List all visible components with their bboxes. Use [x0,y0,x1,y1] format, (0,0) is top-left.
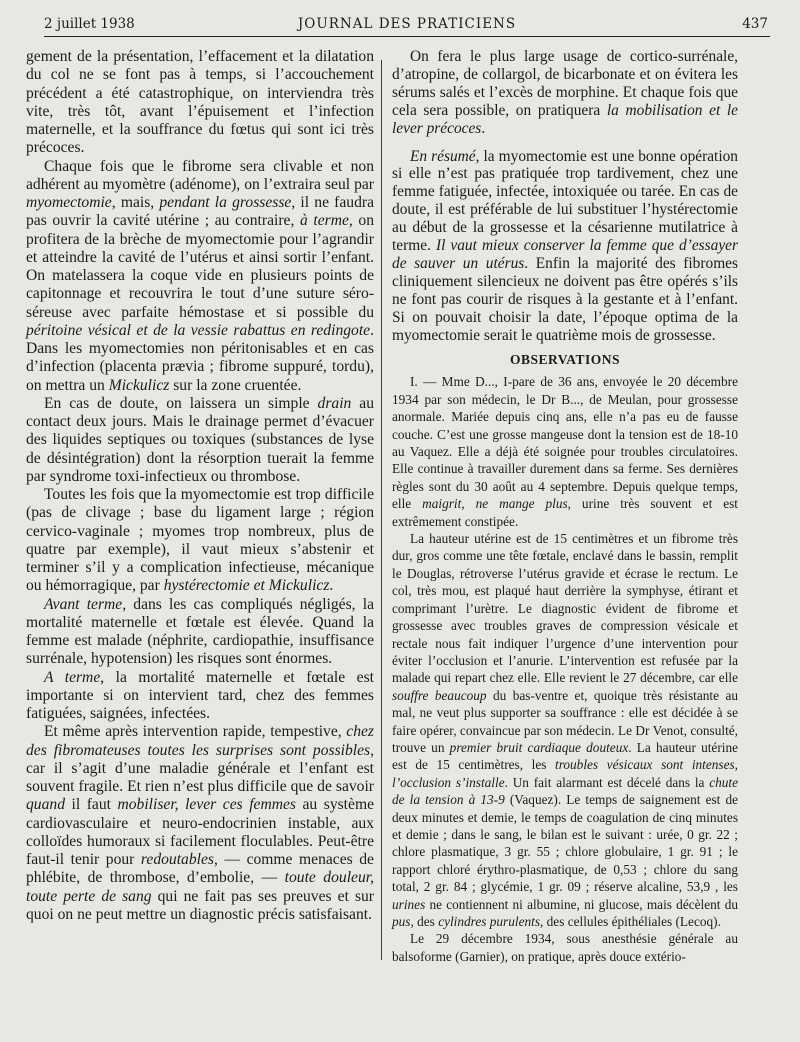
left-column [26,48,374,924]
section-heading: OBSERVATIONS [509,351,621,367]
paragraph: I. — Mme D..., I-pare de 36 ans, envoyée le 20 décembre 1934 par son médecin, le Dr B..., de Meulan, pour grossesse anormale. Mariée depuis cinq ans, elle n’a pas eu de fausse couche. C’est une grosse mangeuse dont la tension est de 18-10 au Vaquez. Elle a déjà été soignée pour troubles circulatoires. Elle continue à travailler durement dans sa ferme. Ses dernières règles sont du 30 août au 4 septembre. Depuis quelque temps, elle maigrit, ne mange plus, urine très souvent et est extrêmement constipée. [392,374,738,529]
paragraph: En résumé, la myomectomie est une bonne opération si elle n’est pas pratiquée trop tardivement, chez une femme fatiguée, infectée, intoxiquée ou tarée. En cas de doute, il est préférable de lui substituer l’hystérectomie au début de la grossesse et la césarienne mutilatrice à terme. Il vaut mieux conserver la femme que d’essayer de sauver un utérus. Enfin la majorité des fibromes cliniquement silencieux ne doivent pas être opérés s’ils ne font pas courir de risques à la gestante et à l’enfant. Si on pouvait choisir la date, l’époque optima de la myomectomie serait le quatrième mois de grossesse. [392,147,738,344]
column-divider [381,60,382,960]
right-column [392,48,738,965]
paragraph: Toutes les fois que la myomectomie est trop difficile (pas de clivage ; base du ligament large ; région cervico-vaginale ; myomes trop nombreux, plus de quatre par exemple), il vaut mieux s’abstenir et terminer s’il y a complication infectieuse, mécanique ou hémorragique, par hystérectomie et Mickulicz. [26,486,374,595]
header-journal-title: JOURNAL DES PRATICIENS [297,16,517,32]
paragraph: A terme, la mortalité maternelle et fœtale est importante si on intervient tard, chez des femmes fatiguées, saignées, infectées. [26,668,374,722]
running-header [44,12,770,37]
paragraph: Le 29 décembre 1934, sous anesthésie générale au balsoforme (Garnier), on pratique, après douce extério- [392,931,738,964]
paragraph: Chaque fois que le fibrome sera clivable et non adhérent au myomètre (adénome), on l’extraira seul par myomectomie, mais, pendant la grossesse, il ne faudra pas ouvrir la cavité utérine ; au contraire, à terme, on profitera de la brèche de myomectomie pour l’agrandir et atteindre la cavité de l’utérus et ainsi sortir l’enfant. On matelassera la coque vide en plusieurs points de capitonnage et recouvrira le tout d’une suture séro-séreuse avec parfaite hémostase et si possible du péritoine vésical et de la vessie rabattus en redingote. Dans les myomectomies non péritonisables et en cas d’infection (placenta prævia ; fibrome suppuré, tordu), on mettra un Mickulicz sur la zone cruentée. [26,157,374,394]
spacer [392,138,738,148]
header-page-number: 437 [742,16,768,32]
header-date: 2 juillet 1938 [44,16,135,32]
paragraph: gement de la présentation, l’effacement et la dilatation du col ne se font pas à temps, si l’accouchement précédent a été catastrophique, on interviendra très vite, très tôt, avant l’épuisement et l’infection maternelle, et la souffrance du fœtus qui sont ici très précoces. [26,48,374,157]
paragraph: En cas de doute, on laissera un simple drain au contact deux jours. Mais le drainage permet d’évacuer des liquides septiques ou toxiques (substances de lyse de désintégration) dont la résorption tuerait la femme par syndrome toxi-infectieux ou thrombose. [26,394,374,485]
paragraph: Et même après intervention rapide, tempestive, chez des fibromateuses toutes les surprises sont possibles, car il s’agit d’une maladie générale et l’enfant est souvent fragile. Et rien n’est plus difficile que de savoir quand il faut mobiliser, lever ces femmes au système cardiovasculaire et neuro-endocrinien instable, aux colloïdes humoraux si facilement floculables. Peut-être faut-il tenir pour redoutables, — comme menaces de phlébite, de thrombose, d’embolie, — toute douleur, toute perte de sang qui ne fait pas ses preuves et sur quoi on ne peut mettre un diagnostic précis satisfaisant. [26,723,375,923]
paragraph: On fera le plus large usage de cortico-surrénale, d’atropine, de collargol, de bicarbonate et on évitera les sérums salés et l’excès de morphine. Et chaque fois que cela sera possible, on pratiquera la mobilisation et le lever précoces. [392,48,738,137]
paragraph: Avant terme, dans les cas compliqués négligés, la mortalité maternelle et fœtale est élevée. Quand la femme est malade (néphrite, cardiopathie, insuffisance surrénale, hypotension) les risques sont énormes. [26,595,374,668]
paragraph: La hauteur utérine est de 15 centimètres et un fibrome très dur, gros comme une tête fœtale, enclavé dans le bassin, remplit le Douglas, rétroverse l’utérus gravide et écrase le rectum. Le col, très mou, est plaqué haut derrière la symphyse, étirant et comprimant l’urètre. Le diagnostic évident de fibrome et grossesse avec troubles graves de compression vésicale et rectale nous fait indiquer l’urgence d’une intervention pour éviter l’occlusion et l’anurie. L’intervention est refusée par la malade qui repart chez elle. Elle revient le 27 décembre, car elle souffre beaucoup du bas-ventre et, quoique très résistante au mal, ne veut plus supporter sa souffrance : elle est décidée à se faire opérer, convaincue par son médecin. Le Dr Venot, consulté, trouve un premier bruit cardiaque douteux. La hauteur utérine est de 15 centimètres, les troubles vésicaux sont intenses, l’occlusion s’installe. Un fait alarmant est décelé dans la chute de la tension à 13-9 (Vaquez). Le temps de saignement est de deux minutes et demie, le temps de coagulation de cinq minutes et demie ; dans le sang, le bilan est le suivant : urée, 0 gr. 22 ; chlore plasmatique, 3 gr. 55 ; chlore globulaire, 1 gr. 91 ; le rapport chloré érythro-plasmatique, de 0,53 ; chlore du sang total, 2 gr. 84 ; glycémie, 1 gr. 09 ; réserve alcaline, 53,9 , les urines ne contiennent ni albumine, ni glucose, mais décèlent du pus, des cylindres purulents, des cellules épithéliales (Lecoq). [392,531,739,929]
